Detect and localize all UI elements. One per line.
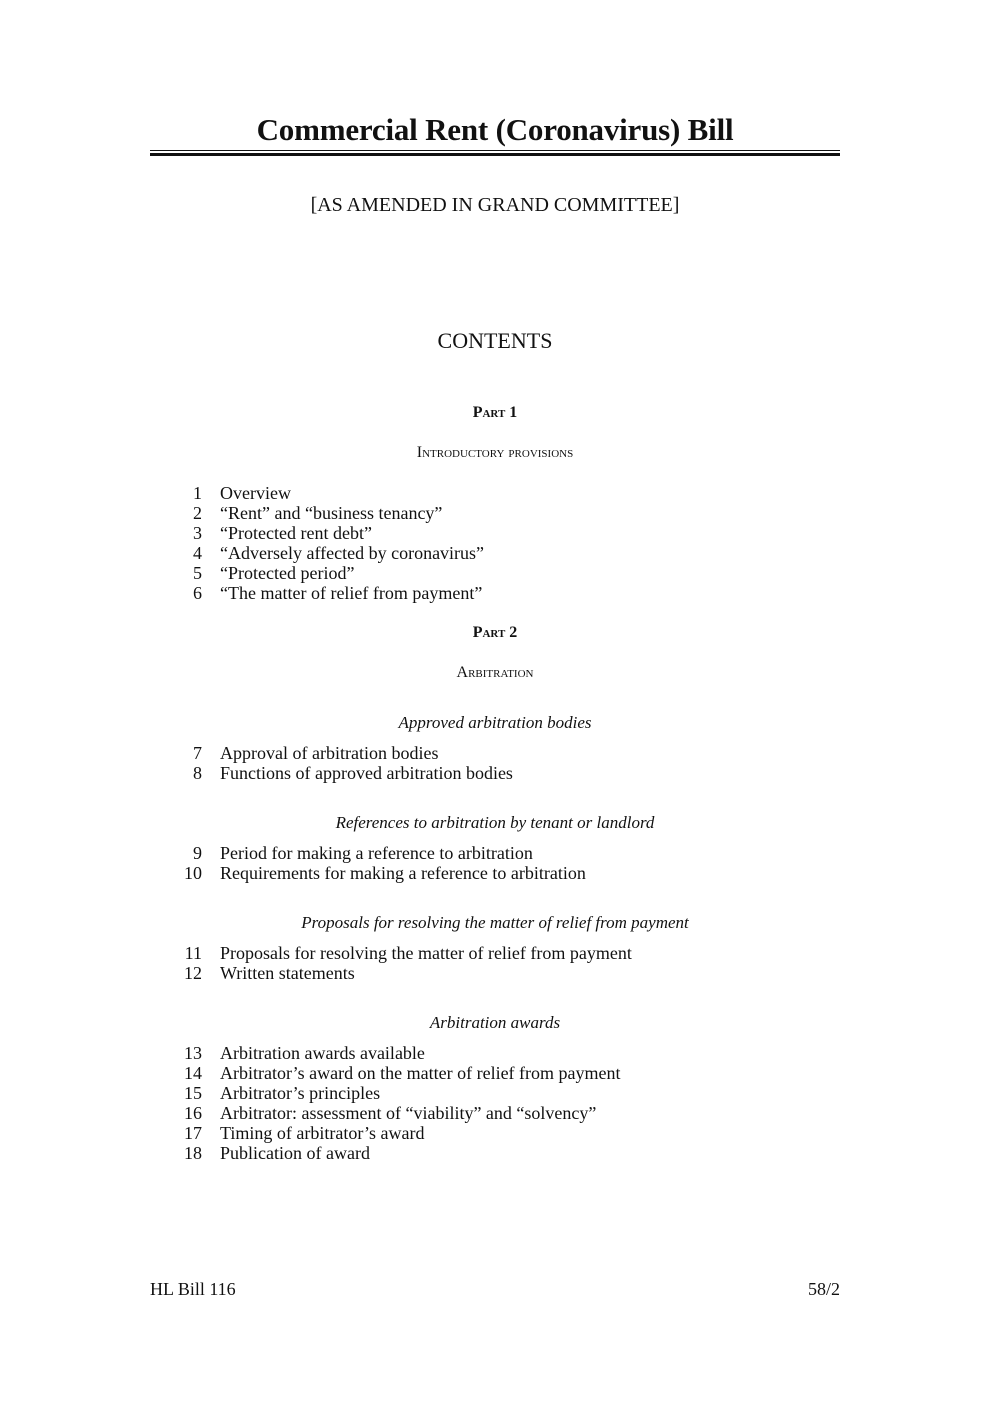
toc-entry[interactable]	[170, 1103, 840, 1123]
clause-list-approved-arbitration-bodies	[170, 743, 840, 783]
title-rule-thick	[150, 153, 840, 156]
clause-title[interactable]: Publication of award	[220, 1143, 370, 1163]
toc-entry[interactable]	[170, 963, 840, 983]
crossheading-proposals: Proposals for resolving the matter of relief from payment	[301, 913, 689, 932]
part-1-title: Introductory provisions	[416, 444, 574, 461]
clause-number: 11	[184, 943, 202, 963]
clause-title[interactable]: Arbitrator’s principles	[220, 1083, 381, 1103]
clause-list-references-to-arbitration	[170, 843, 840, 883]
toc-entry[interactable]	[170, 583, 840, 603]
contents-heading: CONTENTS	[437, 328, 553, 353]
clause-title[interactable]: “Protected rent debt”	[220, 523, 372, 543]
toc-entry[interactable]	[170, 483, 840, 503]
part-1-clause-list	[170, 483, 840, 603]
clause-title[interactable]: “Rent” and “business tenancy”	[220, 503, 443, 523]
clause-number: 6	[193, 583, 202, 603]
bill-title: Commercial Rent (Coronavirus) Bill	[256, 112, 734, 147]
crossheading-references-to-arbitration: References to arbitration by tenant or landlord	[335, 813, 655, 832]
clause-title[interactable]: Arbitrator: assessment of “viability” and “solvency”	[220, 1103, 597, 1123]
clause-number: 16	[184, 1103, 202, 1123]
clause-title[interactable]: Timing of arbitrator’s award	[220, 1123, 425, 1143]
print-reference: 58/2	[807, 1279, 840, 1299]
title-rule-thin	[150, 150, 840, 151]
toc-entry[interactable]	[170, 743, 840, 763]
clause-title[interactable]: Functions of approved arbitration bodies	[220, 763, 513, 783]
clause-title[interactable]: Arbitrator’s award on the matter of relief from payment	[220, 1063, 621, 1083]
crossheading-approved-arbitration-bodies: Approved arbitration bodies	[398, 713, 592, 732]
toc-entry[interactable]	[170, 1063, 840, 1083]
clause-number: 2	[193, 503, 202, 523]
clause-title[interactable]: Approval of arbitration bodies	[220, 743, 439, 763]
crossheading-arbitration-awards: Arbitration awards	[429, 1013, 561, 1032]
clause-title[interactable]: Requirements for making a reference to arbitration	[220, 863, 586, 883]
part-1-heading: Part 1	[472, 404, 518, 421]
clause-number: 4	[193, 543, 202, 563]
toc-entry[interactable]	[170, 1083, 840, 1103]
toc-entry[interactable]	[170, 1143, 840, 1163]
toc-entry[interactable]	[170, 943, 840, 963]
clause-list-arbitration-awards	[170, 1043, 840, 1163]
clause-title[interactable]: Proposals for resolving the matter of relief from payment	[220, 943, 632, 963]
toc-entry[interactable]	[170, 863, 840, 883]
clause-number: 12	[184, 963, 202, 983]
bill-number: HL Bill 116	[150, 1279, 236, 1299]
clause-title[interactable]: Period for making a reference to arbitration	[220, 843, 533, 863]
clause-title[interactable]: Arbitration awards available	[220, 1043, 425, 1063]
clause-number: 13	[184, 1043, 202, 1063]
clause-number: 5	[193, 563, 202, 583]
clause-number: 1	[193, 483, 202, 503]
clause-number: 3	[193, 523, 202, 543]
clause-title[interactable]: “The matter of relief from payment”	[220, 583, 483, 603]
clause-title[interactable]: Overview	[220, 483, 291, 503]
toc-entry[interactable]	[170, 563, 840, 583]
part-2-heading: Part 2	[472, 624, 518, 641]
clause-number: 18	[184, 1143, 202, 1163]
toc-entry[interactable]	[170, 1043, 840, 1063]
clause-list-proposals	[170, 943, 840, 983]
clause-number: 15	[184, 1083, 202, 1103]
amendment-status: [AS AMENDED IN GRAND COMMITTEE]	[310, 194, 680, 216]
toc-entry[interactable]	[170, 763, 840, 783]
toc-entry[interactable]	[170, 1123, 840, 1143]
clause-number: 14	[184, 1063, 202, 1083]
toc-entry[interactable]	[170, 523, 840, 543]
clause-number: 7	[193, 743, 202, 763]
toc-entry[interactable]	[170, 543, 840, 563]
toc-entry[interactable]	[170, 503, 840, 523]
clause-title[interactable]: Written statements	[220, 963, 355, 983]
clause-number: 17	[184, 1123, 202, 1143]
clause-number: 10	[184, 863, 202, 883]
clause-number: 8	[193, 763, 202, 783]
toc-entry[interactable]	[170, 843, 840, 863]
clause-number: 9	[193, 843, 202, 863]
clause-title[interactable]: “Adversely affected by coronavirus”	[220, 543, 485, 563]
part-2-title: Arbitration	[456, 664, 534, 681]
clause-title[interactable]: “Protected period”	[220, 563, 355, 583]
